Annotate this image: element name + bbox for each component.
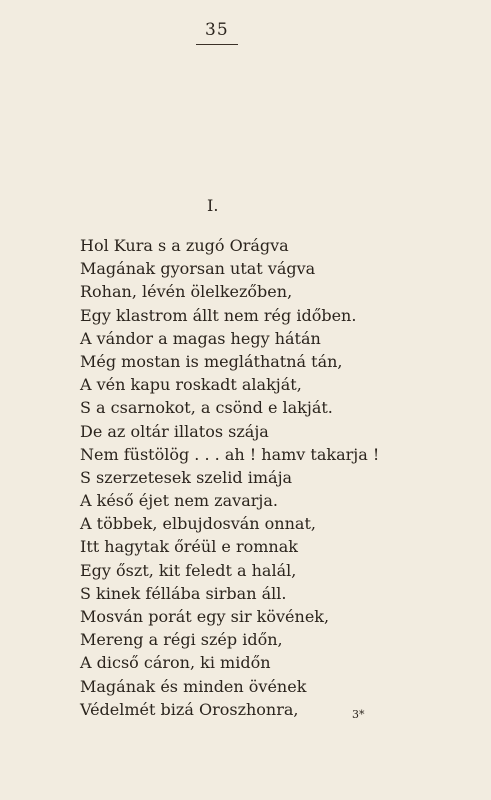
poem-line: Mosván porát egy sir kövének, bbox=[80, 607, 330, 626]
poem-line: Rohan, lévén ölelkezőben, bbox=[80, 282, 293, 302]
poem-line: Mereng a régi szép időn, bbox=[80, 630, 283, 650]
signature-mark: 3* bbox=[352, 708, 365, 721]
poem-line: S kinek féllába sirban áll. bbox=[80, 583, 287, 603]
poem-text bbox=[80, 234, 379, 721]
poem-line: Egy klastrom állt nem rég időben. bbox=[80, 305, 357, 325]
poem-line: Nem füstölög . . . ah ! hamv takarja ! bbox=[80, 444, 380, 464]
poem-line: A dicső cáron, ki midőn bbox=[80, 653, 271, 673]
header-rule bbox=[196, 44, 238, 45]
poem-line: A többek, elbujdosván onnat, bbox=[80, 514, 316, 534]
poem-line: De az oltár illatos szája bbox=[80, 421, 269, 441]
section-heading: I. bbox=[207, 196, 219, 215]
poem-line: A vén kapu roskadt alakját, bbox=[80, 375, 302, 395]
poem-line: S a csarnokot, a csönd e lakját. bbox=[80, 398, 333, 418]
poem-line: Még mostan is megláthatná tán, bbox=[80, 351, 343, 371]
poem-line: Hol Kura s a zugó Orágva bbox=[80, 236, 289, 255]
poem-line: Itt hagytak őréül e romnak bbox=[80, 537, 298, 557]
poem-line: Egy őszt, kit feledt a halál, bbox=[80, 560, 297, 580]
poem-line: Védelmét bizá Oroszhonra, bbox=[80, 699, 299, 719]
poem-line: A vándor a magas hegy hátán bbox=[80, 328, 321, 348]
poem-line: Magának gyorsan utat vágva bbox=[80, 259, 316, 279]
poem-line: Magának és minden övének bbox=[80, 676, 307, 696]
page-number: 35 bbox=[205, 20, 229, 40]
poem-line: S szerzetesek szelid imája bbox=[80, 467, 293, 487]
poem-line: A késő éjet nem zavarja. bbox=[80, 491, 278, 511]
